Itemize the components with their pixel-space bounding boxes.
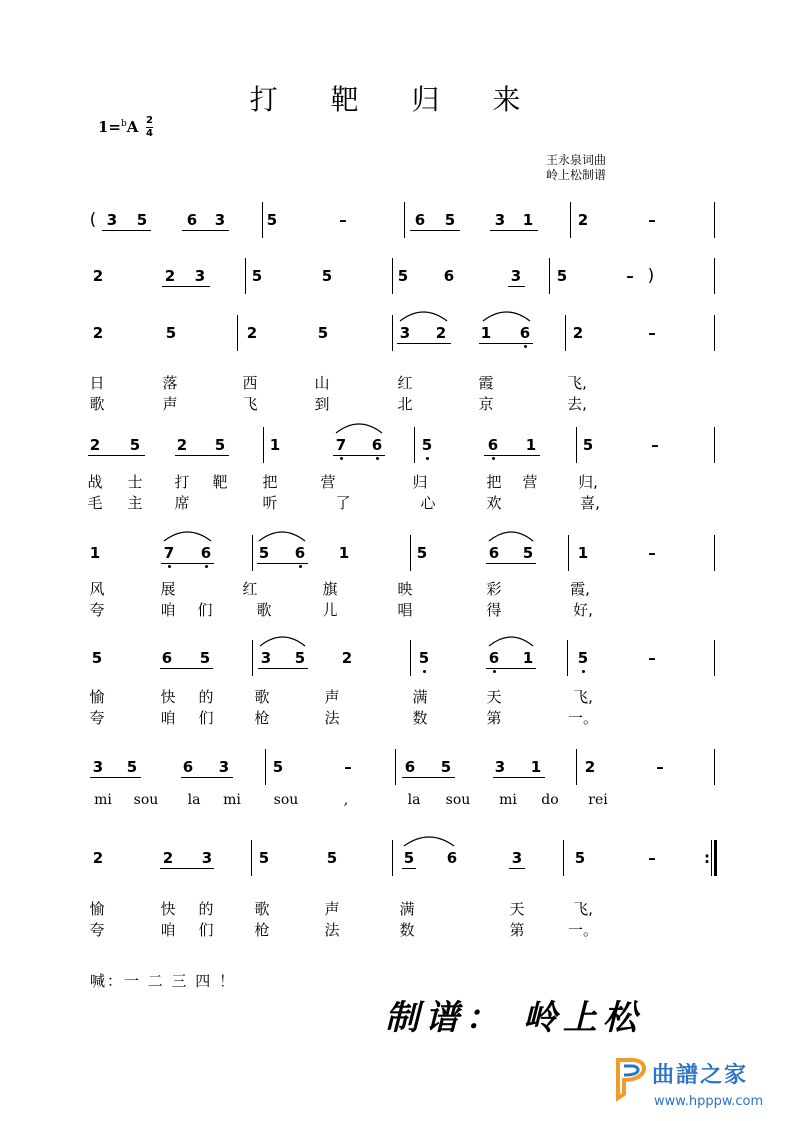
lyric-syllable: 咱 [160,709,176,727]
lyric-syllable: 把 [262,473,278,491]
lyric-syllable: 法 [324,921,340,939]
note: – [648,544,656,562]
lyric-syllable: 愉 [89,900,105,918]
note: 1 [89,544,101,562]
note: 3 [510,267,522,285]
note: 5 [258,544,270,562]
note: – [339,211,347,229]
note: 5 [444,211,456,229]
credit-transcriber: 岭上松制谱 [546,168,607,182]
lyric-syllable: 夸 [89,709,105,727]
note: 6 [371,436,383,454]
lyric-syllable: 飞 [242,395,258,413]
lyric-syllable: 快 [160,688,176,706]
slur [483,312,530,321]
slur [164,532,211,541]
lyric-syllable: 飞, [573,688,593,706]
lyric-syllable: 咱 [160,921,176,939]
lyric-syllable: 靶 [212,473,228,491]
note: 6 [487,436,499,454]
lyric-syllable: 映 [397,580,413,598]
lyric-syllable: 快 [160,900,176,918]
lyric-syllable: 打 [174,473,190,491]
lyric-syllable: 听 [262,494,278,512]
note: 1 [480,324,492,342]
note: 5 [326,849,338,867]
lyric-syllable: , [343,792,349,808]
note: 2 [92,267,104,285]
note: 5 [258,849,270,867]
slur [404,837,454,846]
note: 6 [186,211,198,229]
lyric-syllable: 们 [197,601,213,619]
lyric-syllable: 霞 [478,374,494,392]
note: 5 [416,544,428,562]
lyric-syllable: 歌 [254,688,270,706]
note: 2 [572,324,584,342]
note: 2 [164,267,176,285]
note: 3 [260,649,272,667]
credit-composer: 王永泉词曲 [546,153,607,167]
note: 5 [440,758,452,776]
note: 5 [294,649,306,667]
note: 6 [294,544,306,562]
lyric-syllable: 声 [324,900,340,918]
note: 2 [92,324,104,342]
note: 5 [251,267,263,285]
lyric-syllable: 第 [509,921,525,939]
slur [336,424,382,433]
lyric-syllable: 夸 [89,601,105,619]
lyric-syllable: 飞, [567,374,587,392]
note: 3 [106,211,118,229]
note: 5 [397,267,409,285]
note: 3 [214,211,226,229]
note: 5 [126,758,138,776]
lyric-syllable: 去, [567,395,587,413]
lyric-syllable: 落 [162,374,178,392]
note: 6 [414,211,426,229]
lyric-syllable: 西 [242,374,258,392]
lyric-syllable: 欢 [486,494,502,512]
lyric-syllable: 们 [198,921,214,939]
note: 5 [321,267,333,285]
lyric-syllable: 飞, [573,900,593,918]
note: – [344,758,352,776]
lyric-syllable: 法 [324,709,340,727]
lyric-syllable: 战 [87,473,103,491]
lyric-syllable: 满 [412,688,428,706]
note: 6 [161,649,173,667]
lyric-syllable: 的 [198,688,214,706]
note: 3 [399,324,411,342]
page-title: 打 靶 归 来 [249,83,543,116]
lyric-syllable: 一。 [567,921,599,939]
note: 6 [404,758,416,776]
lyric-syllable: 到 [314,395,330,413]
lyric-syllable: do [541,792,559,808]
note: 5 [266,211,278,229]
lyric-syllable: mi [94,792,112,808]
note: 5 [214,436,226,454]
lyric-syllable: 毛 [87,494,103,512]
note: 1 [338,544,350,562]
lyric-syllable: 霞, [570,580,590,598]
lyric-syllable: 心 [420,494,436,512]
lyric-syllable: 把 [486,473,502,491]
lyric-syllable: 歌 [256,601,272,619]
slur [259,532,305,541]
note: 1 [522,649,534,667]
note: 5 [272,758,284,776]
lyric-syllable: 愉 [89,688,105,706]
note: 7 [163,544,175,562]
note: 5 [556,267,568,285]
lyric-syllable: 山 [314,374,330,392]
lyric-syllable: 枪 [254,709,270,727]
note: 3 [201,849,213,867]
lyric-syllable: 天 [486,688,502,706]
lyric-syllable: 北 [397,395,413,413]
note: – [648,211,656,229]
lyric-syllable: 归, [578,473,598,491]
note: 6 [200,544,212,562]
note: 2 [577,211,589,229]
note: 3 [92,758,104,776]
note: 6 [446,849,458,867]
note: 1 [269,436,281,454]
slur [489,637,533,646]
note: 5 [574,849,586,867]
lyric-syllable: 营 [522,473,538,491]
lyric-syllable: 喜, [580,494,600,512]
logo-url: www.hpppw.com [654,1094,764,1109]
logo-name: 曲譜之家 [652,1063,749,1088]
note: 5 [199,649,211,667]
lyric-syllable: 唱 [397,601,413,619]
lyric-syllable: 营 [320,473,336,491]
lyric-syllable: 得 [486,601,502,619]
note: 5 [582,436,594,454]
lyric-syllable: 歌 [254,900,270,918]
note: 3 [511,849,523,867]
paren: ( [89,210,97,230]
logo-icon [612,1058,648,1104]
lyric-syllable: 枪 [254,921,270,939]
lyric-syllable: 展 [160,580,176,598]
shout-text: 喊：一 二 三 四 ！ [90,972,237,990]
lyric-syllable: sou [133,792,159,808]
lyric-syllable: 数 [399,921,415,939]
note: 5 [136,211,148,229]
note: 1 [530,758,542,776]
lyric-syllable: 的 [198,900,214,918]
note: 6 [519,324,531,342]
note: 2 [92,849,104,867]
lyric-syllable: 满 [399,900,415,918]
note: 5 [403,849,415,867]
note: : [704,849,710,867]
note: – [648,324,656,342]
lyric-syllable: 了 [335,494,351,512]
lyric-syllable: rei [588,792,608,808]
lyric-syllable: 士 [127,473,143,491]
note: 3 [494,211,506,229]
slur [260,637,305,646]
note: – [648,649,656,667]
lyric-syllable: 好, [573,601,593,619]
note: 2 [89,436,101,454]
lyric-syllable: 声 [324,688,340,706]
lyric-syllable: 席 [174,494,190,512]
lyric-syllable: la [187,792,201,808]
note: 5 [522,544,534,562]
note: 5 [91,649,103,667]
note: 5 [317,324,329,342]
note: 1 [525,436,537,454]
note: 3 [218,758,230,776]
lyric-syllable: mi [223,792,241,808]
lyric-syllable: 主 [127,494,143,512]
note: 3 [194,267,206,285]
slur [400,312,447,321]
paren: ) [647,266,655,286]
lyric-syllable: 们 [198,709,214,727]
note: 6 [488,544,500,562]
note: 3 [494,758,506,776]
time-signature: 2 4 [146,115,153,139]
key-signature: 1=$^b$A [98,118,139,136]
lyric-syllable: 红 [397,374,413,392]
lyric-syllable: 咱 [160,601,176,619]
lyric-syllable: 京 [478,395,494,413]
note: 6 [443,267,455,285]
lyric-syllable: 归 [412,473,428,491]
note: 2 [584,758,596,776]
note: 5 [129,436,141,454]
lyric-syllable: 风 [89,580,105,598]
note: 2 [435,324,447,342]
lyric-syllable: sou [445,792,471,808]
slur [489,532,533,541]
lyric-syllable: 儿 [322,601,338,619]
note: 2 [162,849,174,867]
note: – [656,758,664,776]
note: 5 [418,649,430,667]
lyric-syllable: sou [273,792,299,808]
lyric-syllable: 一。 [567,709,599,727]
note: 5 [577,649,589,667]
note: 2 [341,649,353,667]
note: 2 [246,324,258,342]
lyric-syllable: 天 [509,900,525,918]
note: 1 [577,544,589,562]
note: – [651,436,659,454]
note: 2 [176,436,188,454]
note: 5 [421,436,433,454]
lyric-syllable: 红 [242,580,258,598]
lyric-syllable: 声 [162,395,178,413]
lyric-syllable: 歌 [89,395,105,413]
lyric-syllable: 夸 [89,921,105,939]
note: 6 [182,758,194,776]
note: 5 [165,324,177,342]
arranger-signature: 制谱： 岭上松 [385,998,643,1038]
lyric-syllable: 日 [89,374,105,392]
lyric-syllable: 第 [486,709,502,727]
lyric-syllable: mi [499,792,517,808]
lyric-syllable: 旗 [322,580,338,598]
note: 1 [522,211,534,229]
lyric-syllable: la [407,792,421,808]
note: 6 [488,649,500,667]
lyric-syllable: 数 [412,709,428,727]
note: – [626,267,634,285]
note: – [648,849,656,867]
note: 7 [335,436,347,454]
lyric-syllable: 彩 [486,580,502,598]
